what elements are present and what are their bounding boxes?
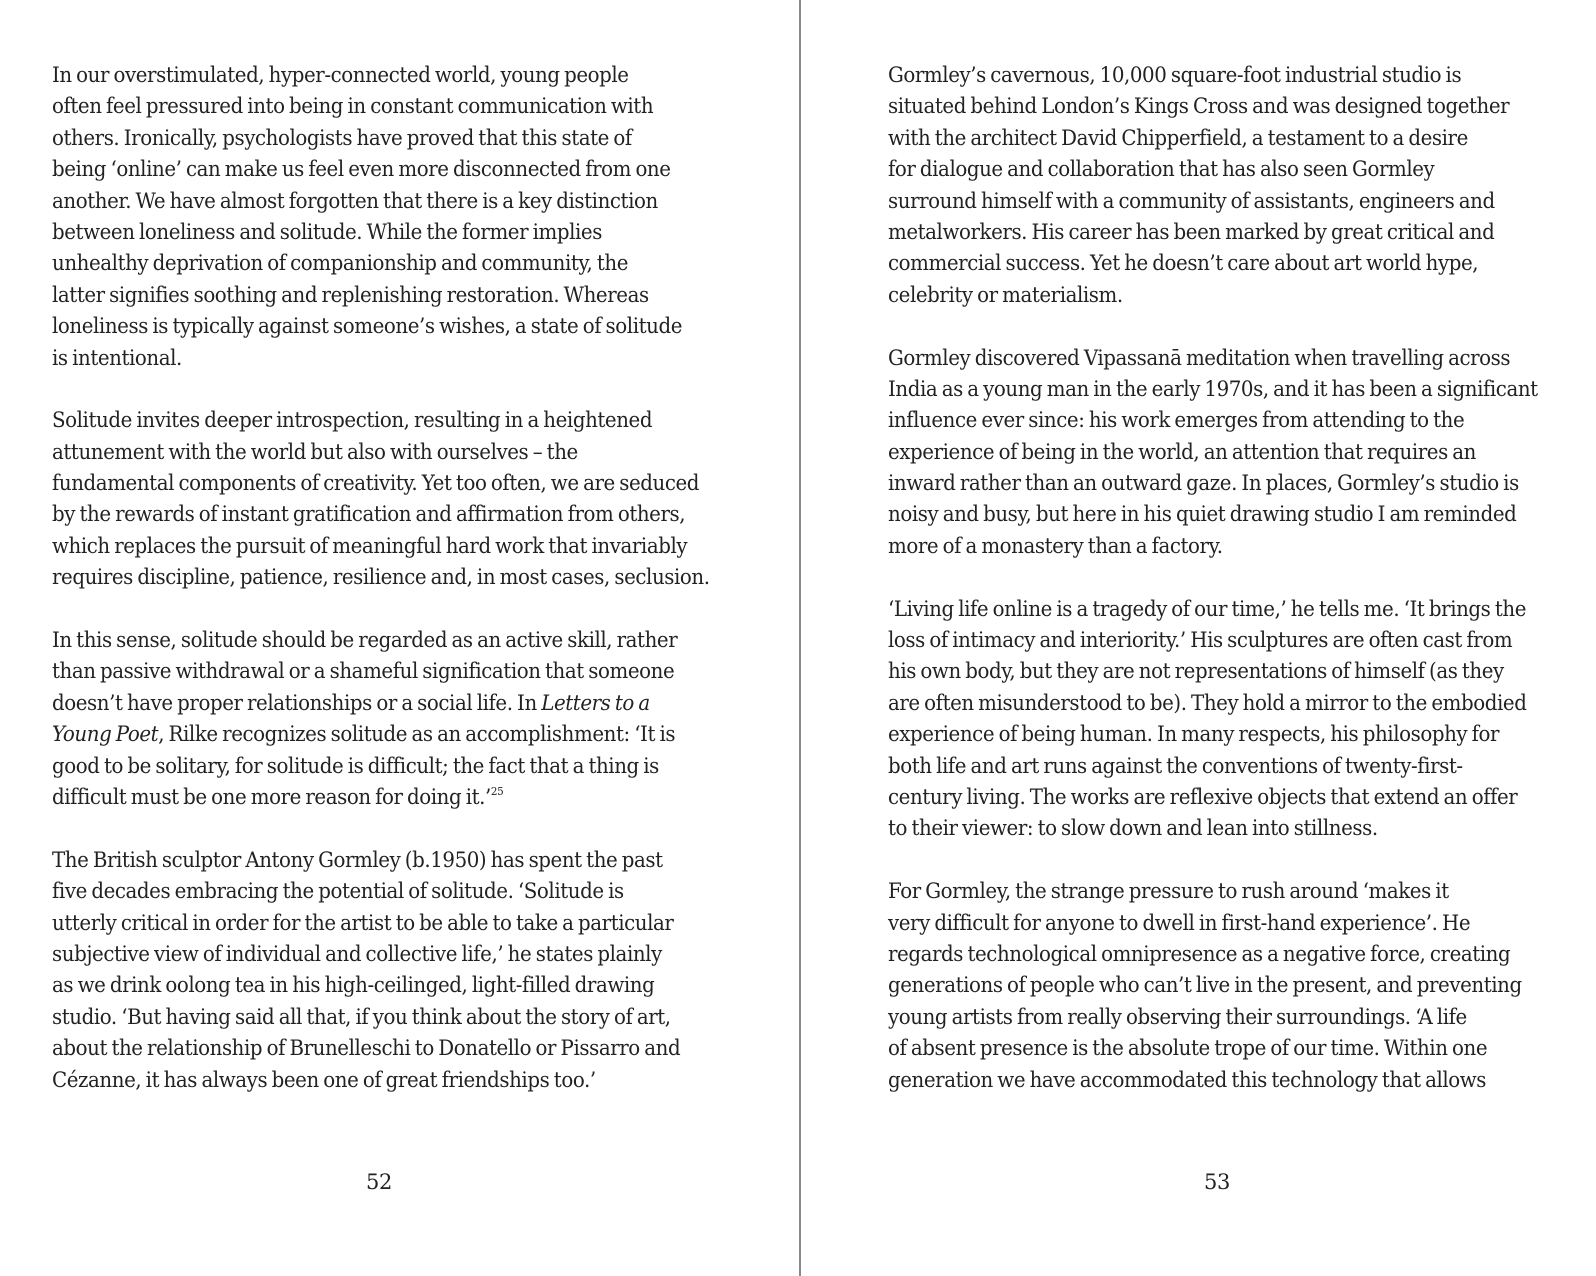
text-line: experience of being human. In many respects, his philosophy for [888, 722, 1500, 747]
page-number: 52 [366, 1170, 393, 1194]
footnote-marker: 25 [490, 784, 504, 798]
text-line: century living. The works are reflexive objects that extend an offer [888, 784, 1518, 809]
text-line: being ‘online’ can make us feel even more disconnected from one [52, 157, 671, 182]
text-line: ‘Living life online is a tragedy of our time,’ he tells me. ‘It brings the [888, 596, 1527, 621]
text-line: noisy and busy, but here in his quiet drawing studio I am reminded [888, 502, 1517, 527]
text-line: attunement with the world but also with ourselves – the [52, 439, 578, 464]
text-line: The British sculptor Antony Gormley (b.1950) has spent the past [52, 847, 663, 872]
text-line: Cézanne, it has always been one of great friendships too.’ [52, 1067, 596, 1092]
right-page-body-text [888, 60, 1588, 1096]
text-line: celebrity or materialism. [888, 282, 1123, 307]
text-line: five decades embracing the potential of solitude. ‘Solitude is [52, 879, 624, 904]
book-title-italic: Letters to a [541, 690, 650, 715]
text-line: very difficult for anyone to dwell in first-hand experience’. He [888, 910, 1471, 935]
text-line: than passive withdrawal or a shameful signification that someone [52, 659, 675, 684]
text-line: commercial success. Yet he doesn’t care about art world hype, [888, 251, 1479, 276]
text-line: requires discipline, patience, resilience and, in most cases, seclusion. [52, 565, 710, 590]
text-line: inward rather than an outward gaze. In places, Gormley’s studio is [888, 471, 1519, 496]
text-line: unhealthy deprivation of companionship and community, the [52, 251, 628, 276]
text-line: Gormley’s cavernous, 10,000 square-foot industrial studio is [888, 63, 1462, 87]
text-line: by the rewards of instant gratification and affirmation from others, [52, 502, 686, 527]
text-line: In this sense, solitude should be regarded as an active skill, rather [52, 628, 678, 653]
text-line: generations of people who can’t live in the present, and preventing [888, 973, 1522, 998]
text-line: Gormley discovered Vipassanā meditation when travelling across [888, 345, 1511, 370]
text-line: about the relationship of Brunelleschi to Donatello or Pissarro and [52, 1036, 681, 1061]
paragraph [888, 876, 1588, 1096]
text-line: India as a young man in the early 1970s, and it has been a significant [888, 376, 1538, 401]
text-line: subjective view of individual and collective life,’ he states plainly [52, 941, 662, 966]
text-line: utterly critical in order for the artist to be able to take a particular [52, 910, 674, 935]
text-line: as we drink oolong tea in his high-ceilinged, light-filled drawing [52, 973, 655, 998]
text-line: to their viewer: to slow down and lean into stillness. [888, 816, 1378, 841]
text-line: his own body, but they are not representations of himself (as they [888, 659, 1504, 684]
text-line: with the architect David Chipperfield, a testament to a desire [888, 125, 1468, 150]
paragraph [888, 594, 1588, 845]
text-run: doesn’t have proper relationships or a social life. In [52, 690, 542, 715]
text-run: difficult must be one more reason for doing it.’ [52, 784, 491, 809]
text-line: others. Ironically, psychologists have proved that this state of [52, 125, 632, 150]
text-line: which replaces the pursuit of meaningful hard work that invariably [52, 533, 688, 558]
text-line: often feel pressured into being in constant communication with [52, 94, 654, 119]
paragraph [888, 343, 1588, 563]
book-title-italic: Young Poet [52, 722, 159, 747]
text-line: influence ever since: his work emerges from attending to the [888, 408, 1465, 433]
text-line: for dialogue and collaboration that has also seen Gormley [888, 157, 1435, 182]
text-line: fundamental components of creativity. Yet too often, we are seduced [52, 471, 700, 496]
text-line: latter signifies soothing and replenishing restoration. Whereas [52, 282, 649, 307]
text-line: both life and art runs against the conventions of twenty-first- [888, 753, 1463, 778]
text-line: situated behind London’s Kings Cross and was designed together [888, 94, 1510, 119]
text-line: studio. ‘But having said all that, if you think about the story of art, [52, 1004, 671, 1029]
text-line: another. We have almost forgotten that there is a key distinction [52, 188, 658, 213]
text-line: is intentional. [52, 345, 182, 370]
text-line: metalworkers. His career has been marked by great critical and [888, 219, 1495, 244]
text-line: In our overstimulated, hyper-connected world, young people [52, 63, 629, 87]
text-line: more of a monastery than a factory. [888, 533, 1223, 558]
text-line: good to be solitary, for solitude is difficult; the fact that a thing is [52, 753, 659, 778]
text-run: , Rilke recognizes solitude as an accomplishment: ‘It is [158, 722, 676, 747]
text-line: Solitude invites deeper introspection, resulting in a heightened [52, 408, 653, 433]
text-line: For Gormley, the strange pressure to rush around ‘makes it [888, 879, 1449, 904]
text-line: generation we have accommodated this technology that allows [888, 1067, 1487, 1092]
text-line: loss of intimacy and interiority.’ His sculptures are often cast from [888, 628, 1513, 653]
paragraph [888, 60, 1588, 311]
text-line: loneliness is typically against someone’s wishes, a state of solitude [52, 314, 683, 339]
text-line: surround himself with a community of assistants, engineers and [888, 188, 1495, 213]
text-line: between loneliness and solitude. While the former implies [52, 219, 602, 244]
text-line: of absent presence is the absolute trope of our time. Within one [888, 1036, 1488, 1061]
text-line: experience of being in the world, an attention that requires an [888, 439, 1477, 464]
text-line: are often misunderstood to be). They hold a mirror to the embodied [888, 690, 1527, 715]
text-line: regards technological omnipresence as a negative force, creating [888, 941, 1511, 966]
page-number: 53 [1204, 1170, 1231, 1194]
text-line: young artists from really observing their surroundings. ‘A life [888, 1004, 1467, 1029]
